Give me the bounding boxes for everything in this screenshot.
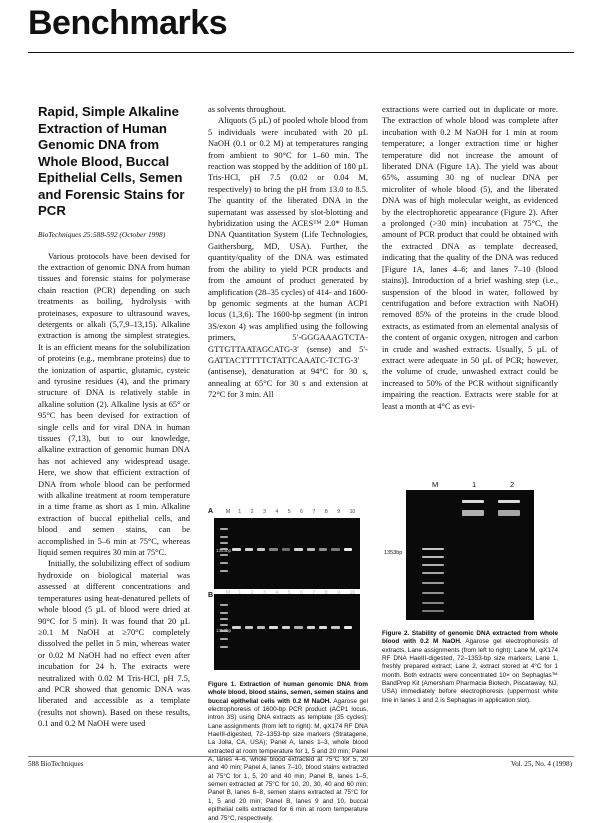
- figure-1: [208, 506, 368, 675]
- gel-image-a: [214, 518, 360, 589]
- fig1a-lane-6: 6: [300, 509, 303, 515]
- fig1a-lane-3: 3: [263, 509, 266, 515]
- pcr-band: [294, 626, 302, 629]
- paragraph-results: extractions were carried out in duplicate or more. The extraction of whole blood was complete after incubation with 0.2 M NaOH for 1 min at room temperature; a longer extraction time or higher temperature did not increase the amount of liberated DNA (Figure 1A). The yield was about 65%, assuming 30 ng of nuclear DNA per microliter of whole blood (5), and the liberated DNA was of high molecular weight, as evidenced by the electrophoretic appearance (Figure 2). After a prolonged (>30 min) incubation at 75°C, the amount of PCR product that could be obtained with the extracted DNA as template decreased, indicating that the quality of the DNA was reduced [Figure 1A, lanes 4–6; and lanes 7–10 (blood stains)]. Introduction of a brief washing step (i.e., suspension of the blood in water, followed by centrifugation and before extraction with NaOH) removed 85% of the proteins in the crude blood extracts, as estimated from an elemental analysis of the content of organic oxygen, nitrogen and carbon in crude and washed extracts. Usually, 5 µL of extract were adequate in 50 µL of PCR; however, the volume of crude, unwashed extract could be increased to 50% of the PCR without significantly impairing the reaction. Extracts were stable for at least a month at 4°C as evi-: [382, 104, 558, 411]
- marker-band: [422, 610, 444, 612]
- sample-band: [462, 500, 484, 503]
- lane-labels-a: [224, 509, 360, 517]
- figure-1-caption: [208, 681, 368, 823]
- pcr-band: [232, 626, 240, 629]
- lane-label-2: 2: [510, 480, 515, 489]
- pcr-band: [319, 626, 327, 629]
- fig1b-lane-6: 6: [300, 590, 303, 596]
- paragraph-methods-start: Initially, the solubilizing effect of sodium hydroxide on biological material was assessed at different concentrations and temperatures using heat-denatured pellets of whole blood (5 µL of blood were dried at 90°C for 5 min). It was found that 20 µL ≥0.1 M NaOH at ≥70°C completely dissolved the pellet in 5 min, whereas water or 0.02 M NaOH had no effect even after incubation for 24 h. The extracts were neutralized with 0.02 M Tris-HCl, pH 7.5, and PCR showed that genomic DNA was liberated and accessible as a template (results not shown). Based on these results, 0.1 and 0.2 M NaOH were used: [38, 558, 190, 729]
- fig1b-lane-4: 4: [275, 590, 279, 596]
- marker-band: [422, 548, 444, 550]
- panel-b-label: B: [208, 592, 214, 599]
- pcr-band: [319, 548, 327, 551]
- lane-label-1: 1: [472, 480, 477, 489]
- footer-right: Vol. 25, No. 4 (1998): [510, 760, 572, 768]
- pcr-band: [282, 548, 290, 551]
- marker-band: [220, 570, 228, 572]
- fig1a-lane-1: 1: [238, 509, 242, 515]
- fig1a-lane-5: 5: [287, 509, 291, 515]
- sample-band: [462, 510, 484, 516]
- marker-band: [422, 572, 444, 574]
- figure-2-caption-text: Agarose gel electrophoresis of extracts. Lane assignments (from left to right): Lane M, φX174 RF DNA HaeIII-digested, 72–1353-bp size markers; Lane 1, freshly prepared extract; Lane 2, extract stored at 4°C for 1 month. Both extracts were concentrated 10× on Sephaglas™ BandPrep Kit (Amersham Pharmacia Biotech, Piscataway, NJ, USA) immediately before electrophoresis (uppermost white line in lanes 1 and 2 is Sephaglas in application slot).: [382, 638, 558, 704]
- fig1a-lane-8: 8: [324, 509, 328, 515]
- header-rule: [28, 52, 574, 53]
- column-3: [382, 104, 558, 412]
- marker-band: [220, 536, 228, 538]
- pcr-band: [294, 548, 302, 551]
- section-header: Benchmarks: [28, 4, 228, 42]
- figure-1-caption-title: Figure 1. Extraction of human genomic DNA from whole blood, blood stains, semen, semen stains and buccal epithelial cells with 0.2 M NaOH.: [208, 681, 368, 705]
- fig1a-lane-7: 7: [312, 509, 316, 515]
- fig1b-lane-0: M: [226, 590, 231, 596]
- lane-label-m: M: [432, 480, 439, 489]
- pcr-band: [307, 548, 315, 551]
- sample-band: [498, 500, 520, 503]
- pcr-band: [331, 626, 339, 629]
- figure-2: [384, 478, 558, 624]
- marker-band: [422, 582, 444, 584]
- marker-label-2: 1353bp: [384, 550, 403, 556]
- marker-band: [422, 592, 444, 594]
- article-title: Rapid, Simple Alkaline Extraction of Human Genomic DNA from Whole Blood, Buccal Epithelial Cells, Semen and Forensic Stains for PCR: [38, 104, 185, 218]
- fig1b-lane-3: 3: [263, 590, 266, 596]
- marker-band: [220, 562, 228, 564]
- marker-band: [220, 638, 228, 640]
- fig1a-lane-2: 2: [250, 509, 254, 515]
- fig1a-lane-9: 9: [337, 509, 341, 515]
- pcr-band: [232, 548, 240, 551]
- figure-2-caption-title: Figure 2. Stability of genomic DNA extracted from whole blood with 0.2 M NaOH.: [382, 630, 558, 646]
- pcr-band: [307, 626, 315, 629]
- pcr-band: [344, 626, 352, 629]
- pcr-band: [245, 626, 253, 629]
- figure-2-caption: [382, 630, 558, 705]
- marker-band: [220, 542, 228, 544]
- marker-label-b: 1353bp: [216, 628, 232, 633]
- figure-1-caption-text: Agarose gel electrophoresis of 1600-bp PCR product (ACP1 locus, intron 3S) using DNA extracts as template (35 cycles): Lane assignments (from left to right): M, φX174 RF DNA HaeIII-digested, 72–1353-bp size markers (Stratagene, La Jolla, CA, USA); Panel A, lanes 1–3, whole blood extracted at room temperature for 1, 5 and 20 min; Panel A, lanes 4–6, whole blood extracted at 75°C for 5, 20 and 40 min; Panel A, lanes 7–10, blood stains extracted at 75°C for 1, 5, 20 and 40 min; Panel B, lanes 1–5, semen extracted at 75°C for 10, 20, 30, 40 and 60 min; Panel B, lanes 6–8, semen stains extracted at 75°C for 1, 5 and 20 min; Panel B, lanes 9 and 10, buccal epithelial cells extracted for 6 min at room temperature and 75°C, respectively.: [208, 697, 368, 822]
- sample-band: [498, 510, 520, 516]
- fig1b-lane-9: 9: [337, 590, 341, 596]
- column-2: [208, 104, 368, 401]
- fig1b-lane-5: 5: [287, 590, 291, 596]
- fig1a-lane-0: M: [226, 509, 231, 515]
- gel-image-b: [214, 594, 360, 670]
- fig1b-lane-7: 7: [312, 590, 316, 596]
- paragraph-intro: Various protocols have been devised for the extraction of genomic DNA from human tissues and forensic stains for polymerase chain reaction (PCR) depending on such treatments as boiling, hydrolysis with proteinases, exposure to ultrasound waves, detergents or alkali (5,7,9–13,15). Alkaline extraction is among the simplest strategies. It is an efficient means for the solubilization of proteins (e.g., membrane proteins) due to the ionization of aspartic, glutamic, cysteic and tyrosine residues (4), and the primary structure of DNA is relatively stable in alkaline solution (2). Alkaline lysis at 65° or 95°C has been devised for extraction of single cells and for viral DNA in human tissues (7,13), but to our knowledge, alkaline extraction of genomic human DNA has not achieved any widespread usage. Here, we show that efficient extraction of DNA from whole blood can be performed with alkaline treatment at room temperature in a time frame as short as 1 min. Alkaline extraction of buccal epithelial cells, and blood and semen stains, can be accomplished in 5–6 min at 75°C, whereas liquid semen requires 30 min at 75°C.: [38, 250, 190, 558]
- paragraph-continued: as solvents throughout.: [208, 104, 287, 114]
- column-1: [38, 104, 190, 730]
- marker-band: [220, 646, 228, 648]
- fig1a-lane-4: 4: [275, 509, 279, 515]
- fig1b-lane-8: 8: [324, 590, 328, 596]
- pcr-band: [257, 626, 265, 629]
- marker-band: [422, 602, 444, 604]
- panel-a-label: A: [208, 508, 214, 515]
- pcr-band: [344, 548, 352, 551]
- marker-band: [220, 624, 228, 626]
- marker-band: [220, 528, 228, 530]
- fig1b-lane-1: 1: [238, 590, 242, 596]
- marker-label-a: 1353bp: [216, 548, 232, 553]
- gel-image-2: [406, 490, 534, 620]
- pcr-band: [269, 548, 277, 551]
- pcr-band: [245, 548, 253, 551]
- footer-rule: [28, 756, 574, 757]
- marker-band: [422, 556, 444, 558]
- marker-band: [220, 612, 228, 614]
- fig1b-lane-2: 2: [250, 590, 254, 596]
- article-citation: BioTechniques 25:588-592 (October 1998): [38, 229, 166, 239]
- fig1b-lane-10: 10: [349, 590, 356, 596]
- marker-band: [220, 618, 228, 620]
- pcr-band: [282, 626, 290, 629]
- marker-band: [422, 564, 444, 566]
- fig1a-lane-10: 10: [349, 509, 356, 515]
- marker-band: [220, 604, 228, 606]
- lane-labels-b: [224, 590, 360, 598]
- paragraph-aliquots: Aliquots (5 µL) of pooled whole blood from 5 individuals were incubated with 20 µL NaOH (0.1 or 0.2 M) at temperatures ranging from ambient to 90°C for 1–60 min. The reaction was stopped by the addition of 180 µL Tris-HCl, pH 7.5 (0.02 or 0.04 M, respectively) to bring the pH from 13.0 to 8.5. The quantity of the liberated DNA in the supernatant was assessed by slot-blotting and hybridization using the ACES™ 2.0* Human DNA Quantitation System (Life Technologies, Gaithersburg, MD, USA). Further, the quantity/quality of the DNA was estimated from the ability to yield PCR products and from the amount of product generated by amplification (28–35 cycles) of 414- and 1600-bp genomic segments at the human ACP1 locus (1,3,6). The 1600-bp segment (in intron 3S/exon 4) was amplified using the following primers, 5′-GGGAAAGTCTA-GTTGTTAATAGCATG-3′ (sense) and 5′-GATTACTTTTTCTATTCAAATC-TCTG-3′ (antisense), denaturation at 94°C for 30 s, annealing at 65°C for 30 s and extension at 72°C for 3 min. All: [208, 115, 368, 400]
- pcr-band: [257, 548, 265, 551]
- pcr-band: [269, 626, 277, 629]
- pcr-band: [331, 548, 339, 551]
- footer-left: 588 BioTechniques: [28, 760, 84, 768]
- marker-band: [220, 554, 228, 556]
